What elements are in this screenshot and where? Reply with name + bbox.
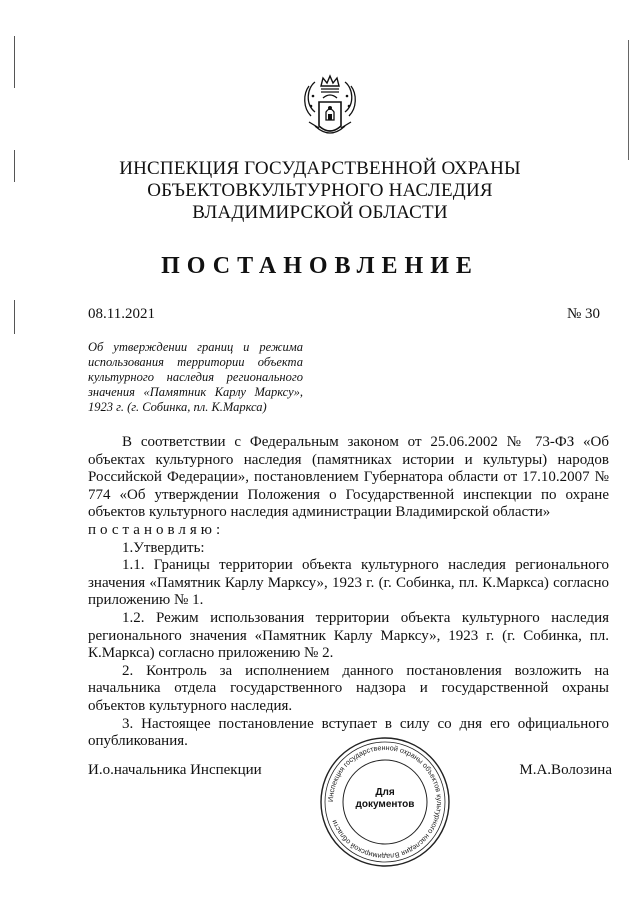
seal-center-line-1: Для	[375, 787, 395, 798]
issuing-authority-header	[60, 158, 580, 224]
signatory-name: М.А.Волозина	[519, 762, 612, 778]
seal-ring-text: Инспекция государственной охраны объектов культурного наследия Владимирской области	[325, 742, 445, 862]
document-number: № 30	[566, 306, 600, 322]
authority-line-1: ИНСПЕКЦИЯ ГОСУДАРСТВЕННОЙ ОХРАНЫ	[119, 158, 521, 179]
seal-center-text	[318, 787, 452, 811]
scan-edge-mark	[628, 40, 629, 160]
document-subject: Об утверждении границ и режима использования территории объекта культурного наследия регионального значения «Памятник Карлу Марксу», 1923 г. (г. Собинка, пл. К.Маркса)	[88, 340, 303, 414]
paragraph-1: 1.Утвердить:	[122, 539, 205, 556]
document-body	[88, 434, 609, 751]
paragraph-1-1: 1.1. Границы территории объекта культурного наследия регионального значения «Памятник Карлу Марксу», 1923 г. (г. Собинка, пл. К.Маркса) согласно приложению № 1.	[88, 557, 609, 609]
signatory-position: И.о.начальника Инспекции	[88, 762, 262, 778]
paragraph-2: 2. Контроль за исполнением данного постановления возложить на начальника отдела государственного надзора и государственной охраны объектов культурного наследия.	[88, 662, 609, 714]
seal-center-line-2: документов	[355, 799, 415, 810]
decree-word: постановляю:	[88, 521, 225, 538]
paragraph-1-2: 1.2. Режим использования территории объекта культурного наследия регионального значения «Памятник Карлу Марксу», 1923 г. (г. Собинка, пл. К.Маркса) согласно приложению № 2.	[88, 609, 609, 662]
paragraph-3: 3. Настоящее постановление вступает в силу со дня его официального опубликования.	[88, 715, 609, 750]
coat-of-arms-emblem	[301, 72, 359, 142]
authority-line-2: ОБЪЕКТОВКУЛЬТУРНОГО НАСЛЕДИЯ	[147, 180, 493, 201]
preamble-paragraph: В соответствии с Федеральным законом от 25.06.2002 № 73-ФЗ «Об объектах культурного наследия (памятниках истории и культуры) народов Российской Федерации», постановлением Губернатора области от 17.10.2007 № 774 «Об утверждении Положения о Государственной инспекции по охране объектов культурного наследия администрации Владимирской области»	[88, 434, 609, 521]
document-title: ПОСТАНОВЛЕНИЕ	[161, 253, 479, 279]
scan-edge-mark	[14, 300, 15, 334]
scan-edge-mark	[14, 36, 15, 88]
scan-edge-mark	[14, 150, 15, 182]
document-date: 08.11.2021	[88, 306, 155, 322]
authority-line-3: ВЛАДИМИРСКОЙ ОБЛАСТИ	[192, 202, 448, 223]
